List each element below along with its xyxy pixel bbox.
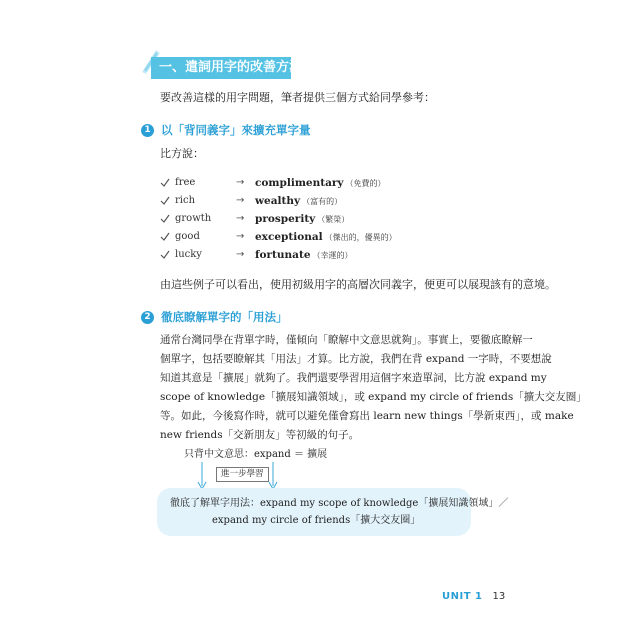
word-meaning: （免費的）: [345, 179, 386, 188]
vocab-row: [160, 192, 540, 210]
subsection-number: 2: [141, 311, 154, 324]
basic-word: lucky: [175, 249, 202, 260]
advanced-word-text: prosperity: [255, 213, 316, 225]
vocab-row: [160, 228, 540, 246]
advanced-word: [255, 228, 397, 247]
advanced-word-text: wealthy: [255, 195, 301, 207]
paragraph-line: 等。如此，今後寫作時，就可以避免僅會寫出 learn new things「學新東西」，或 make: [160, 410, 574, 422]
paragraph-line: 知道其意是「擴展」就夠了。我們還要學習用這個字來造單詞，比方說 expand my: [160, 372, 547, 384]
basic-word: growth: [175, 213, 212, 224]
subsection-2-heading: [141, 309, 288, 325]
advanced-word: [255, 210, 349, 229]
result-line-1: 徹底了解單字用法：expand my scope of knowledge「擴展知識領域」／: [170, 498, 509, 509]
arrow-icon: →: [236, 177, 245, 188]
diagram-top-text: 只背中文意思：expand ＝ 擴展: [184, 449, 328, 460]
check-icon: [160, 196, 170, 206]
vocabulary-list: [160, 174, 540, 264]
check-icon: [160, 232, 170, 242]
body-paragraph: [160, 331, 587, 445]
advanced-word-text: complimentary: [255, 177, 344, 189]
check-icon: [160, 214, 170, 224]
result-line-2: expand my circle of friends「擴大交友圈」: [212, 515, 421, 526]
arrow-icon: →: [236, 195, 245, 206]
advanced-word: [255, 174, 386, 193]
advanced-word: [255, 192, 342, 211]
summary-text: 由這些例子可以看出，使用初級用字的高層次同義字，便更可以展現該有的意境。: [160, 278, 556, 291]
word-meaning: （繁榮）: [317, 215, 350, 224]
advanced-word: [255, 246, 353, 265]
arrow-icon: →: [236, 249, 245, 260]
word-meaning: （富有的）: [302, 197, 343, 206]
vocab-row: [160, 246, 540, 264]
arrow-icon: →: [236, 231, 245, 242]
basic-word: free: [175, 177, 196, 188]
word-meaning: （傑出的，優異的）: [324, 233, 397, 242]
check-icon: [160, 250, 170, 260]
advanced-word-text: exceptional: [255, 231, 323, 243]
section-banner-title: 一、遣詞用字的改善方法: [151, 57, 291, 79]
subsection-title: 以「背同義字」來擴充單字量: [161, 123, 311, 137]
page-number: 13: [492, 591, 506, 602]
basic-word: rich: [175, 195, 196, 206]
vocab-row: [160, 210, 540, 228]
unit-label: UNIT 1: [442, 591, 483, 602]
word-meaning: （幸運的）: [312, 251, 353, 260]
subsection-number: 1: [141, 124, 154, 137]
basic-word: good: [175, 231, 200, 242]
subsection-1-heading: [141, 122, 311, 138]
subsection-title: 徹底瞭解單字的「用法」: [161, 310, 288, 324]
intro-text: 要改善這樣的用字問題，筆者提供三個方式給同學參考：: [160, 91, 435, 104]
paragraph-line: 通常台灣同學在背單字時，僅傾向「瞭解中文意思就夠」。事實上，要徹底瞭解一: [160, 334, 533, 346]
arrow-icon: →: [236, 213, 245, 224]
check-icon: [160, 178, 170, 188]
example-label: 比方說：: [160, 147, 204, 160]
page-footer: [442, 591, 505, 602]
paragraph-line: scope of knowledge「擴展知識領域」，或 expand my circle of friends「擴大交友圈」: [160, 391, 587, 403]
step-label: 進一步學習: [216, 467, 269, 482]
paragraph-line: 個單字，包括要瞭解其「用法」才算。比方說，我們在背 expand 一字時，不要想說: [160, 353, 552, 365]
advanced-word-text: fortunate: [255, 249, 311, 261]
paragraph-line: new friends「交新朋友」等初級的句子。: [160, 429, 360, 441]
vocab-row: [160, 174, 540, 192]
